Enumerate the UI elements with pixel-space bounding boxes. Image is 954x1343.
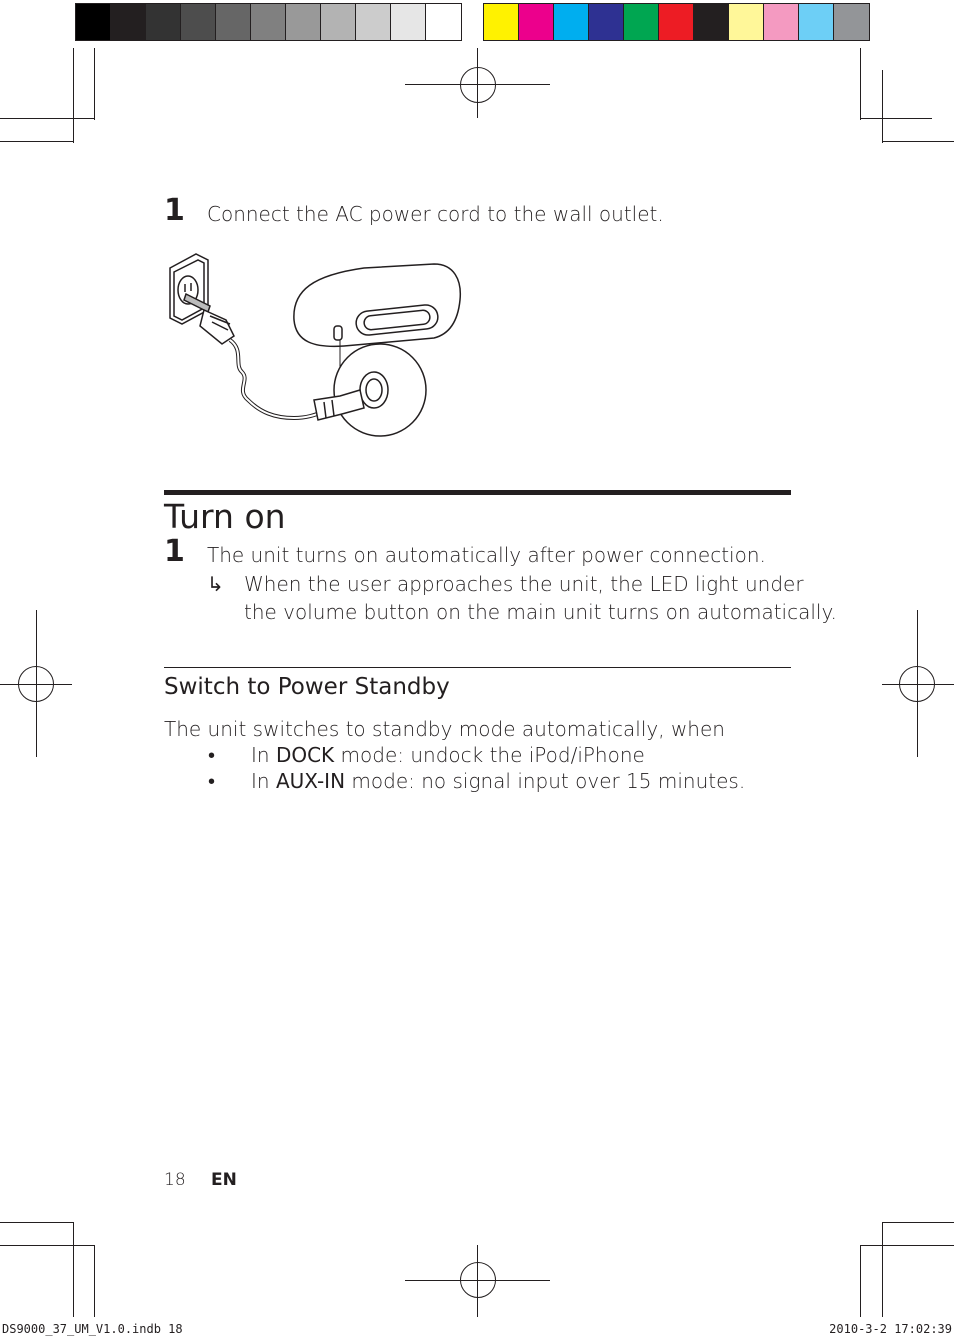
color-swatch bbox=[624, 4, 659, 40]
color-swatch bbox=[834, 4, 869, 40]
dock-keyword: DOCK bbox=[275, 743, 335, 767]
crop-mark bbox=[882, 1222, 954, 1223]
color-swatch bbox=[76, 4, 111, 40]
step-number: 1 bbox=[164, 534, 185, 569]
color-swatch bbox=[391, 4, 426, 40]
color-swatch bbox=[251, 4, 286, 40]
step-number: 1 bbox=[164, 193, 185, 228]
color-swatch bbox=[729, 4, 764, 40]
crop-mark bbox=[882, 70, 883, 143]
page-number: 18 bbox=[164, 1170, 186, 1190]
registration-circle bbox=[899, 666, 935, 702]
language-label: EN bbox=[211, 1170, 237, 1190]
step-text: Connect the AC power cord to the wall outlet. bbox=[207, 202, 664, 226]
color-swatch bbox=[659, 4, 694, 40]
color-swatch bbox=[484, 4, 519, 40]
power-connection-illustration bbox=[164, 250, 464, 440]
color-swatch bbox=[554, 4, 589, 40]
crop-mark bbox=[94, 1245, 95, 1317]
crop-mark bbox=[73, 48, 74, 143]
crop-mark bbox=[882, 141, 954, 142]
color-swatch bbox=[321, 4, 356, 40]
crop-mark bbox=[94, 48, 95, 120]
color-swatch bbox=[589, 4, 624, 40]
result-text: When the user approaches the unit, the LED light under bbox=[244, 572, 804, 596]
registration-circle bbox=[18, 666, 54, 702]
registration-circle bbox=[460, 67, 496, 103]
wall-outlet-icon bbox=[170, 254, 208, 324]
color-bar bbox=[483, 3, 870, 41]
bullet-item-dock: In DOCK mode: undock the iPod/iPhone bbox=[251, 743, 645, 767]
crop-mark bbox=[860, 1245, 954, 1246]
color-swatch bbox=[146, 4, 181, 40]
subsection-rule bbox=[164, 667, 791, 668]
crop-mark bbox=[0, 1222, 74, 1223]
section-rule bbox=[164, 490, 791, 495]
section-heading: Turn on bbox=[164, 497, 286, 536]
color-swatch bbox=[764, 4, 799, 40]
socket-zoom-icon bbox=[334, 344, 426, 436]
color-swatch bbox=[111, 4, 146, 40]
subsection-heading: Switch to Power Standby bbox=[164, 674, 450, 700]
color-swatch bbox=[356, 4, 391, 40]
color-swatch bbox=[286, 4, 321, 40]
crop-mark bbox=[73, 1222, 74, 1317]
color-swatch bbox=[426, 4, 461, 40]
color-swatch bbox=[799, 4, 834, 40]
speaker-unit-icon bbox=[294, 264, 460, 346]
color-swatch bbox=[519, 4, 554, 40]
result-arrow-icon: ↳ bbox=[207, 572, 224, 596]
bullet-icon: • bbox=[208, 743, 216, 767]
crop-mark bbox=[860, 118, 932, 119]
color-swatch bbox=[216, 4, 251, 40]
crop-mark bbox=[882, 1222, 883, 1317]
bullet-icon: • bbox=[208, 769, 216, 793]
step-text: The unit turns on automatically after power connection. bbox=[207, 543, 766, 567]
bullet-item-aux: In AUX-IN mode: no signal input over 15 minutes. bbox=[251, 769, 746, 793]
registration-circle bbox=[460, 1262, 496, 1298]
result-text: the volume button on the main unit turns on automatically. bbox=[244, 600, 837, 624]
crop-mark bbox=[860, 48, 861, 120]
file-slug: DS9000_37_UM_V1.0.indb 18 bbox=[2, 1322, 183, 1336]
crop-mark bbox=[0, 141, 74, 142]
crop-mark bbox=[0, 1245, 95, 1246]
color-swatch bbox=[694, 4, 729, 40]
crop-mark bbox=[860, 1245, 861, 1317]
aux-in-keyword: AUX-IN bbox=[275, 769, 346, 793]
intro-text: The unit switches to standby mode automatically, when bbox=[164, 717, 725, 741]
color-swatch bbox=[181, 4, 216, 40]
crop-mark bbox=[0, 118, 95, 119]
date-slug: 2010-3-2 17:02:39 bbox=[829, 1322, 952, 1336]
grayscale-bar bbox=[75, 3, 462, 41]
